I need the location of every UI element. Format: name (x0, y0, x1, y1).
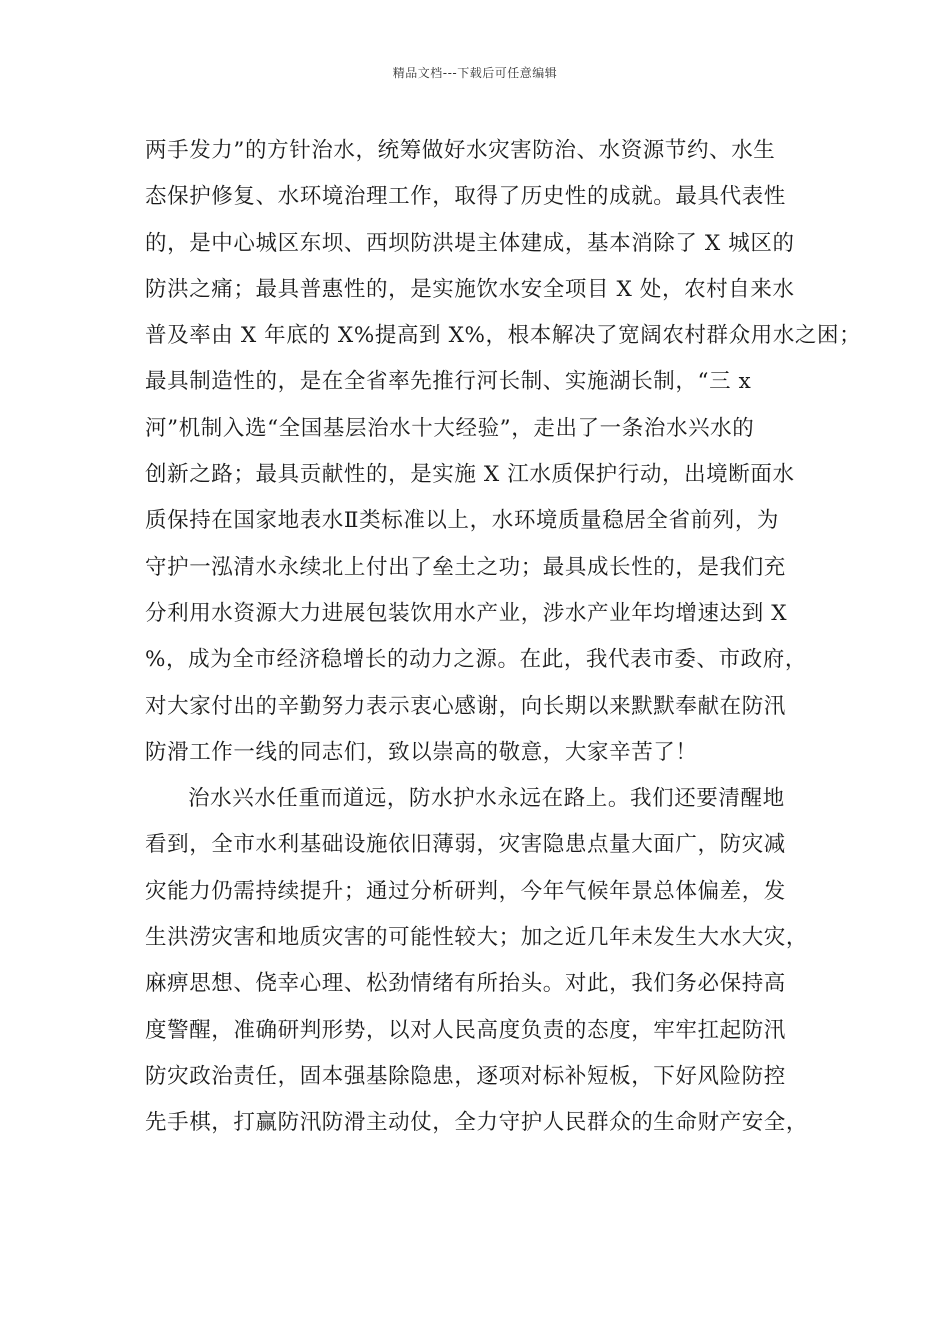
text-line: 灾能力仍需持续提升；通过分析研判，今年气候年景总体偏差，发 (145, 878, 786, 904)
text-line: 生洪涝灾害和地质灾害的可能性较大；加之近几年未发生大水大灾， (145, 925, 809, 951)
paragraph-2 (145, 776, 825, 1146)
text-line: 普及率由 X 年底的 X%提高到 X%，根本解决了宽阔农村群众用水之困； (145, 323, 862, 349)
text-line: 先手棋，打赢防汛防滑主动仗，全力守护人民群众的生命财产安全， (145, 1110, 809, 1136)
text-line: 麻痹思想、侥幸心理、松劲情绪有所抬头。对此，我们务必保持高 (145, 971, 786, 997)
text-line: 度警醒，准确研判形势，以对人民高度负责的态度，牢牢扛起防汛 (145, 1017, 786, 1043)
text-line: 防滑工作一线的同志们，致以崇高的敬意，大家辛苦了！ (145, 739, 698, 765)
text-line: 防洪之痛；最具普惠性的，是实施饮水安全项目 X 处，农村自来水 (145, 276, 795, 302)
text-line: %，成为全市经济稳增长的动力之源。在此，我代表市委、市政府， (145, 647, 807, 673)
text-line: 最具制造性的，是在全省率先推行河长制、实施湖长制，“三 x (145, 369, 752, 395)
page-header: 精品文档---下载后可任意编辑 (392, 66, 558, 80)
text-line: 创新之路；最具贡献性的，是实施 X 江水质保护行动，出境断面水 (145, 462, 795, 488)
text-line: 对大家付出的辛勤努力表示衷心感谢，向长期以来默默奉献在防汛 (145, 693, 786, 719)
paragraph-1 (145, 128, 862, 776)
text-line: 河”机制入选“全国基层治水十大经验”，走出了一条治水兴水的 (145, 415, 755, 441)
text-line: 守护一泓清水永续北上付出了垒土之功；最具成长性的，是我们充 (145, 554, 786, 580)
text-line: 分利用水资源大力进展包装饮用水产业，涉水产业年均增速达到 X (145, 600, 788, 626)
text-line: 质保持在国家地表水Ⅱ类标准以上，水环境质量稳居全省前列，为 (145, 508, 780, 534)
text-line: 看到，全市水利基础设施依旧薄弱，灾害隐患点量大面广，防灾减 (145, 832, 786, 858)
text-line: 防灾政治责任，固本强基除隐患，逐项对标补短板，下好风险防控 (145, 1063, 786, 1089)
text-line: 态保护修复、水环境治理工作，取得了历史性的成就。最具代表性 (145, 184, 786, 210)
text-line: 两手发力”的方针治水，统筹做好水灾害防治、水资源节约、水生 (145, 138, 776, 163)
document-body (145, 128, 862, 1147)
text-line: 治水兴水任重而道远，防水护水永远在路上。我们还要清醒地 (188, 786, 785, 812)
text-line: 的，是中心城区东坝、西坝防洪堤主体建成，基本消除了 X 城区的 (145, 230, 795, 256)
